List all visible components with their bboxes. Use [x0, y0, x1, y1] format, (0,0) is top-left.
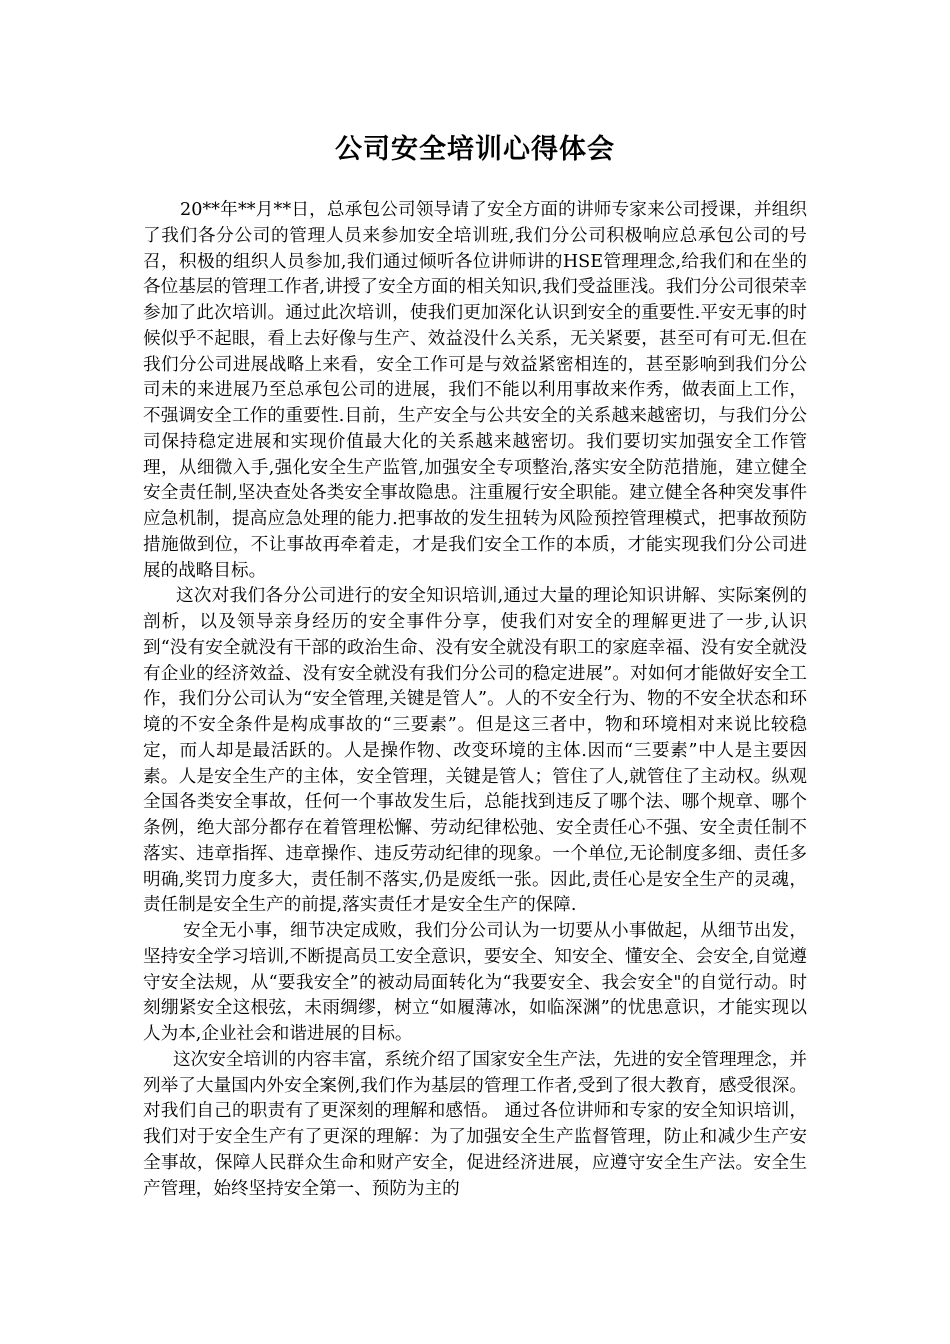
paragraph-4: 这次安全培训的内容丰富，系统介绍了国家安全生产法，先进的安全管理理念，并列举了大量国内外安全案例,我们作为基层的管理工作者,受到了很大教育，感受很深。对我们自己的职责有了更深刻的理解和感悟。 通过各位讲师和专家的安全知识培训，我们对于安全生产有了更深的理解：为了加强安全生产监督管理，防止和减少生产安全事故，保障人民群众生命和财产安全，促进经济进展，应遵守安全生产法。安全生产管理，始终坚持安全第一、预防为主的	[143, 1049, 807, 1199]
document-title: 公司安全培训心得体会	[335, 134, 615, 165]
paragraph-2: 这次对我们各分公司进行的安全知识培训,通过大量的理论知识讲解、实际案例的剖析，以及领导亲身经历的安全事件分享，使我们对安全的理解更进了一步,认识到“没有安全就没有干部的政治生命、没有安全就没有职工的家庭幸福、没有安全就没有企业的经济效益、没有安全就没有我们分公司的稳定进展”。对如何才能做好安全工作，我们分公司认为“安全管理,关键是管人”。人的不安全行为、物的不安全状态和环境的不安全条件是构成事故的“三要素”。但是这三者中，物和环境相对来说比较稳定，而人却是最活跃的。人是操作物、改变环境的主体.因而“三要素”中人是主要因素。人是安全生产的主体，安全管理，关键是管人；管住了人,就管住了主动权。纵观全国各类安全事故，任何一个事故发生后，总能找到违反了哪个法、哪个规章、哪个条例，绝大部分都存在着管理松懈、劳动纪律松弛、安全责任心不强、安全责任制不落实、违章指挥、违章操作、违反劳动纪律的现象。一个单位,无论制度多细、责任多明确,奖罚力度多大，责任制不落实,仍是废纸一张。因此,责任心是安全生产的灵魂，责任制是安全生产的前提,落实责任才是安全生产的保障.	[143, 586, 807, 916]
document-body	[143, 198, 807, 1202]
paragraph-1: 20**年**月**日，总承包公司领导请了安全方面的讲师专家来公司授课，并组织了我们各分公司的管理人员来参加安全培训班,我们分公司积极响应总承包公司的号召，积极的组织人员参加,我们通过倾听各位讲师讲的HSE管理理念,给我们和在坐的各位基层的管理工作者,讲授了安全方面的相关知识,我们受益匪浅。我们分公司很荣幸参加了此次培训。通过此次培训，使我们更加深化认识到安全的重要性.平安无事的时候似乎不起眼，看上去好像与生产、效益没什么关系，无关紧要，甚至可有可无.但在我们分公司进展战略上来看，安全工作可是与效益紧密相连的，甚至影响到我们分公司未的来进展乃至总承包公司的进展，我们不能以利用事故来作秀，做表面上工作，不强调安全工作的重要性.目前，生产安全与公共安全的关系越来越密切，与我们分公司保持稳定进展和实现价值最大化的关系越来越密切。我们要切实加强安全工作管理，从细微入手,强化安全生产监管,加强安全专项整治,落实安全防范措施，建立健全安全责任制,坚决查处各类安全事故隐患。注重履行安全职能。建立健全各种突发事件应急机制，提高应急处理的能力.把事故的发生扭转为风险预控管理模式，把事故预防措施做到位，不让事故再牵着走，才是我们安全工作的本质，才能实现我们分公司进展的战略目标。	[143, 200, 807, 581]
paragraph-3: 安全无小事，细节决定成败，我们分公司认为一切要从小事做起，从细节出发，坚持安全学习培训,不断提高员工安全意识，要安全、知安全、懂安全、会安全,自觉遵守安全法规，从“要我安全”的被动局面转化为“我要安全、我会安全"的自觉行动。时刻绷紧安全这根弦，未雨绸缪，树立“如履薄冰，如临深渊”的忧患意识，才能实现以人为本,企业社会和谐进展的目标。	[143, 921, 807, 1044]
